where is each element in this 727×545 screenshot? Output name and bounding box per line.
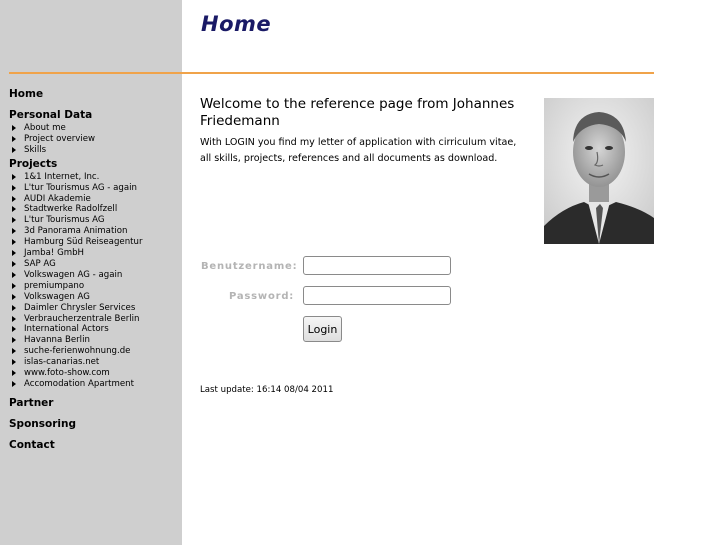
project-item[interactable] — [9, 314, 179, 325]
personal-data-item[interactable] — [9, 145, 179, 156]
project-item-label: Stadtwerke Radolfzell — [24, 204, 118, 215]
arrow-right-icon — [12, 147, 16, 153]
project-item-label: International Actors — [24, 324, 109, 335]
project-item[interactable] — [9, 335, 179, 346]
project-item-label: 3d Panorama Animation — [24, 226, 128, 237]
project-item[interactable] — [9, 248, 179, 259]
arrow-right-icon — [12, 337, 16, 343]
arrow-right-icon — [12, 136, 16, 142]
project-item-label: Accomodation Apartment — [24, 378, 134, 389]
project-item[interactable] — [9, 379, 179, 390]
arrow-right-icon — [12, 239, 16, 245]
nav-projects[interactable]: Projects — [9, 157, 58, 170]
personal-data-list — [9, 123, 179, 156]
personal-data-item[interactable] — [9, 123, 179, 134]
arrow-right-icon — [12, 196, 16, 202]
project-item-label: Daimler Chrysler Services — [24, 302, 136, 313]
project-item-label: islas-canarias.net — [24, 357, 100, 368]
project-item[interactable] — [9, 292, 179, 303]
arrow-right-icon — [12, 185, 16, 191]
arrow-right-icon — [12, 305, 16, 311]
project-item[interactable] — [9, 357, 179, 368]
project-item[interactable] — [9, 237, 179, 248]
arrow-right-icon — [12, 174, 16, 180]
project-item-label: AUDI Akademie — [24, 193, 91, 204]
nav-personal-data[interactable]: Personal Data — [9, 109, 93, 121]
arrow-right-icon — [12, 125, 16, 131]
arrow-right-icon — [12, 283, 16, 289]
project-item[interactable] — [9, 281, 179, 292]
login-button[interactable]: Login — [303, 316, 342, 342]
project-item-label: Volkswagen AG — [24, 291, 90, 302]
arrow-right-icon — [12, 294, 16, 300]
arrow-right-icon — [12, 217, 16, 223]
project-item-label: premiumpano — [24, 280, 85, 291]
project-item-label: www.foto-show.com — [24, 368, 110, 379]
project-item-label: Verbraucherzentrale Berlin — [24, 313, 140, 324]
nav-sponsoring[interactable]: Sponsoring — [9, 417, 76, 430]
arrow-right-icon — [12, 381, 16, 387]
project-item-label: 1&1 Internet, Inc. — [24, 171, 100, 182]
personal-data-item-label: About me — [24, 123, 66, 133]
arrow-right-icon — [12, 370, 16, 376]
project-item-label: L'tur Tourismus AG - again — [24, 182, 137, 193]
nav-partner[interactable]: Partner — [9, 396, 54, 409]
project-item[interactable] — [9, 215, 179, 226]
portrait-photo — [544, 98, 654, 244]
project-item-label: Havanna Berlin — [24, 335, 90, 346]
nav-contact[interactable]: Contact — [9, 438, 55, 451]
project-item-label: L'tur Tourismus AG — [24, 215, 105, 226]
arrow-right-icon — [12, 206, 16, 212]
project-item[interactable] — [9, 270, 179, 281]
project-item[interactable] — [9, 226, 179, 237]
arrow-right-icon — [12, 250, 16, 256]
project-item[interactable] — [9, 183, 179, 194]
project-item[interactable] — [9, 324, 179, 335]
project-item-label: Volkswagen AG - again — [24, 269, 123, 280]
page-title: Home — [201, 12, 272, 36]
project-item[interactable] — [9, 194, 179, 205]
main-content — [200, 96, 530, 166]
password-input[interactable] — [303, 286, 451, 305]
arrow-right-icon — [12, 326, 16, 332]
project-item-label: Jamba! GmbH — [24, 248, 85, 259]
personal-data-item[interactable] — [9, 134, 179, 145]
project-item[interactable] — [9, 303, 179, 314]
arrow-right-icon — [12, 261, 16, 267]
intro-text: With LOGIN you find my letter of application with cirriculum vitae, all skills, projects, references and all documents as download. — [200, 137, 517, 164]
sidebar-nav — [9, 88, 179, 452]
arrow-right-icon — [12, 272, 16, 278]
last-update — [200, 385, 333, 395]
project-item-label: SAP AG — [24, 258, 56, 269]
project-item[interactable] — [9, 346, 179, 357]
last-update-label: Last update: — [200, 385, 254, 395]
project-item[interactable] — [9, 259, 179, 270]
project-item-label: Hamburg Süd Reiseagentur — [24, 237, 143, 248]
project-item[interactable] — [9, 368, 179, 379]
personal-data-item-label: Skills — [24, 144, 47, 155]
arrow-right-icon — [12, 316, 16, 322]
project-item-label: suche-ferienwohnung.de — [24, 346, 131, 357]
arrow-right-icon — [12, 348, 16, 354]
project-item[interactable] — [9, 204, 179, 215]
nav-home[interactable]: Home — [9, 88, 44, 100]
header-divider — [9, 72, 654, 74]
personal-data-item-label: Project overview — [24, 133, 96, 144]
welcome-heading: Welcome to the reference page from Johannes Friedemann — [200, 96, 515, 129]
arrow-right-icon — [12, 228, 16, 234]
project-item[interactable] — [9, 172, 179, 183]
username-label: Benutzername: — [201, 261, 298, 272]
projects-list — [9, 172, 179, 390]
password-label: Password: — [229, 291, 295, 302]
last-update-value: 16:14 08/04 2011 — [256, 385, 334, 395]
arrow-right-icon — [12, 359, 16, 365]
username-input[interactable] — [303, 256, 451, 275]
